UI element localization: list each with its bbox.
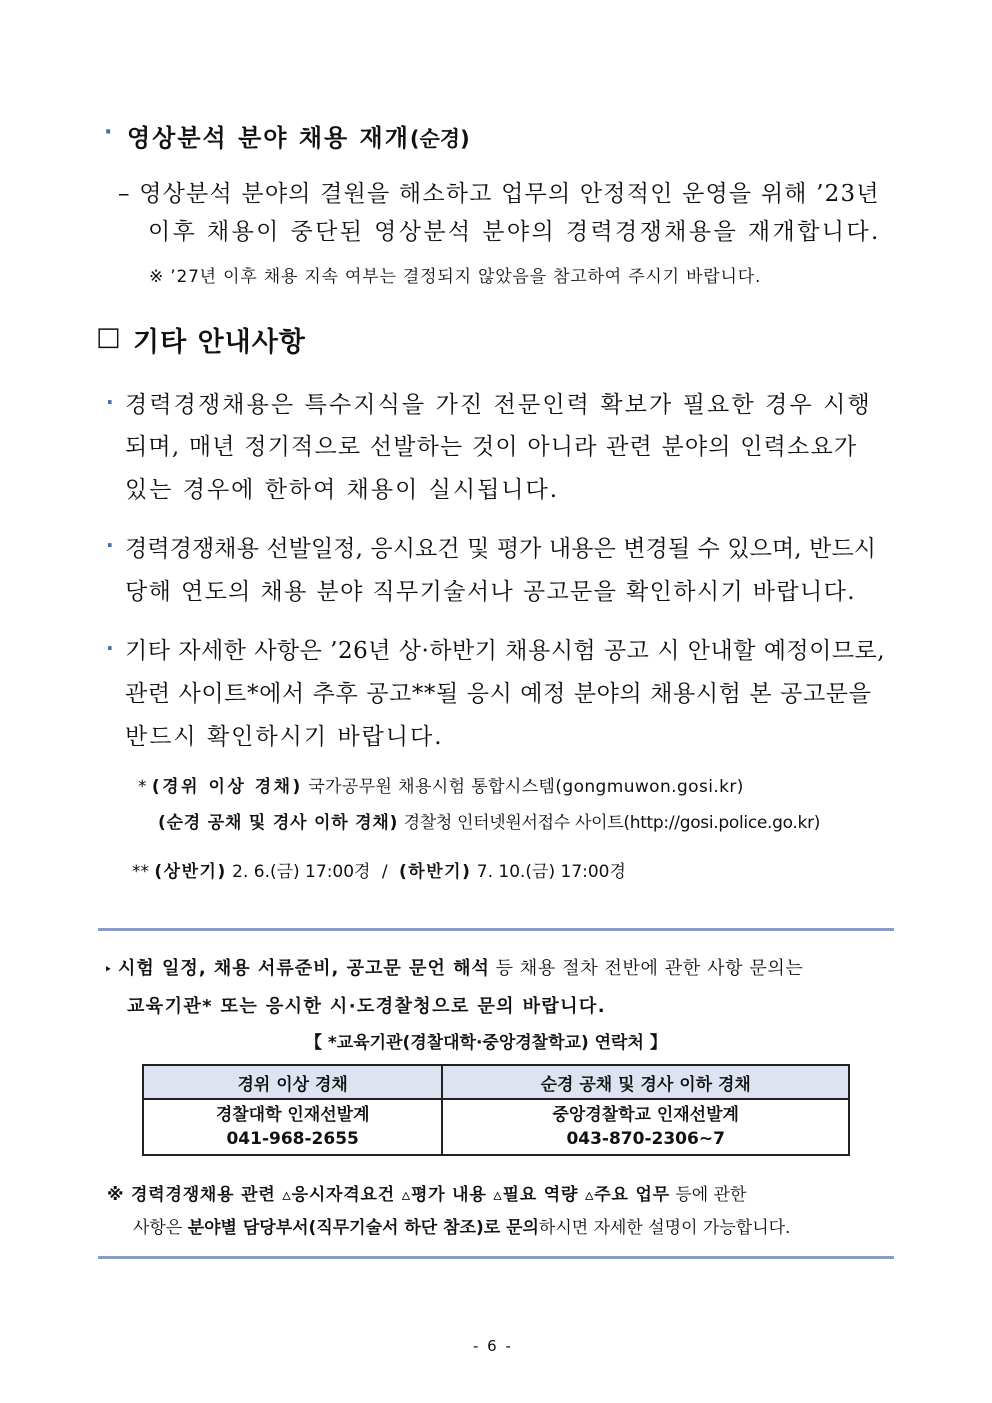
bullet-dot: · bbox=[106, 533, 114, 557]
site1-footnote bbox=[138, 772, 744, 797]
contact-table bbox=[142, 1064, 850, 1156]
site2-text: 경찰청 인터넷원서접수 사이트(http://gosi.police.go.kr) bbox=[403, 813, 821, 833]
item1-line-1: 경력경쟁채용은 특수지식을 가진 전문인력 확보가 필요한 경우 시행 bbox=[125, 392, 872, 418]
item2-line-2: 당해 연도의 채용 분야 직무기술서나 공고문을 확인하시기 바랍니다. bbox=[125, 579, 856, 605]
note-bold: ※ 경력경쟁채용 관련 ▵응시자격요건 ▵평가 내용 ▵필요 역량 ▵주요 업무 bbox=[107, 1185, 670, 1205]
note-rest: 등에 관한 bbox=[675, 1185, 747, 1205]
double-star-mark: ** bbox=[132, 862, 149, 882]
first-half-text: 2. 6.(금) 17:00경 bbox=[232, 862, 371, 882]
contact-note-line-2 bbox=[133, 1213, 790, 1238]
table-cell bbox=[442, 1099, 849, 1155]
section-title bbox=[127, 118, 470, 153]
section-title-suffix: (순경) bbox=[409, 127, 470, 151]
item1-line-2: 되며, 매년 정기적으로 선발하는 것이 아니라 관련 분야의 인력소요가 bbox=[125, 434, 858, 460]
site2-footnote bbox=[158, 808, 820, 833]
dash-mark: – bbox=[118, 181, 131, 207]
separator: / bbox=[381, 862, 388, 882]
arrow-icon: ‣ bbox=[104, 962, 113, 978]
table-header-row bbox=[143, 1065, 849, 1099]
contact-note-line-1 bbox=[107, 1180, 746, 1205]
office-name: 중앙경찰학교 인재선발계 bbox=[552, 1105, 739, 1125]
star-mark: * bbox=[138, 777, 147, 797]
table-row bbox=[143, 1099, 849, 1155]
heading-box: □ bbox=[96, 322, 121, 352]
bullet-dot: · bbox=[104, 120, 113, 145]
top-divider bbox=[98, 928, 894, 931]
inquiry-bold: 시험 일정, 채용 서류준비, 공고문 문언 해석 bbox=[118, 958, 490, 979]
item3-line-2: 관련 사이트*에서 추후 공고**될 응시 예정 분야의 채용시험 본 공고문을 bbox=[125, 681, 872, 707]
table-header: 경위 이상 경채 bbox=[143, 1065, 442, 1099]
inquiry-line-1 bbox=[104, 954, 803, 980]
second-half-text: 7. 10.(금) 17:00경 bbox=[476, 862, 626, 882]
inquiry-line-2: 교육기관* 또는 응시한 시·도경찰청으로 문의 바랍니다. bbox=[127, 996, 606, 1017]
section1-text-1: 영상분석 분야의 결원을 해소하고 업무의 안정적인 운영을 위해 ’23년 bbox=[139, 181, 880, 207]
schedule-footnote bbox=[132, 857, 626, 882]
site1-label: (경위 이상 경채) bbox=[151, 777, 303, 797]
bottom-divider bbox=[98, 1256, 894, 1259]
note-pre: 사항은 bbox=[133, 1218, 183, 1238]
section1-line-1 bbox=[118, 175, 880, 208]
item3-line-3: 반드시 확인하시기 바랍니다. bbox=[125, 724, 444, 750]
item2-line-1: 경력경쟁채용 선발일정, 응시요건 및 평가 내용은 변경될 수 있으며, 반드시 bbox=[125, 536, 877, 562]
phone-number: 041-968-2655 bbox=[226, 1129, 359, 1149]
section-title-text: 영상분석 분야 채용 재개 bbox=[127, 124, 410, 152]
inquiry-rest: 등 채용 절차 전반에 관한 사항 문의는 bbox=[495, 958, 804, 979]
phone-number: 043-870-2306~7 bbox=[566, 1129, 725, 1149]
site2-label: (순경 공채 및 경사 이하 경채) bbox=[158, 813, 399, 833]
note-bold: 분야별 담당부서(직무기술서 하단 참조)로 문의 bbox=[187, 1218, 539, 1238]
section2-heading: 기타 안내사항 bbox=[133, 327, 306, 358]
second-half-label: (하반기) bbox=[399, 862, 472, 882]
site1-text: 국가공무원 채용시험 통합시스템(gongmuwon.gosi.kr) bbox=[308, 777, 744, 797]
item3-line-1: 기타 자세한 사항은 ’26년 상·하반기 채용시험 공고 시 안내할 예정이므로, bbox=[125, 638, 886, 664]
note-post: 하시면 자세한 설명이 가능합니다. bbox=[538, 1218, 791, 1238]
office-name: 경찰대학 인재선발계 bbox=[215, 1105, 370, 1125]
section1-line-2: 이후 채용이 중단된 영상분석 분야의 경력경쟁채용을 재개합니다. bbox=[148, 219, 881, 245]
table-caption: 【 *교육기관(경찰대학·중앙경찰학교) 연락처 】 bbox=[305, 1033, 667, 1053]
bullet-dot: · bbox=[106, 390, 114, 414]
section1-note: ※ ’27년 이후 채용 지속 여부는 결정되지 않았음을 참고하여 주시기 바랍니다. bbox=[149, 267, 762, 287]
bullet-dot: · bbox=[106, 636, 114, 660]
table-cell bbox=[143, 1099, 442, 1155]
table-header: 순경 공채 및 경사 이하 경채 bbox=[442, 1065, 849, 1099]
page-number: - 6 - bbox=[473, 1337, 513, 1355]
item1-line-3: 있는 경우에 한하여 채용이 실시됩니다. bbox=[125, 477, 560, 503]
first-half-label: (상반기) bbox=[154, 862, 227, 882]
